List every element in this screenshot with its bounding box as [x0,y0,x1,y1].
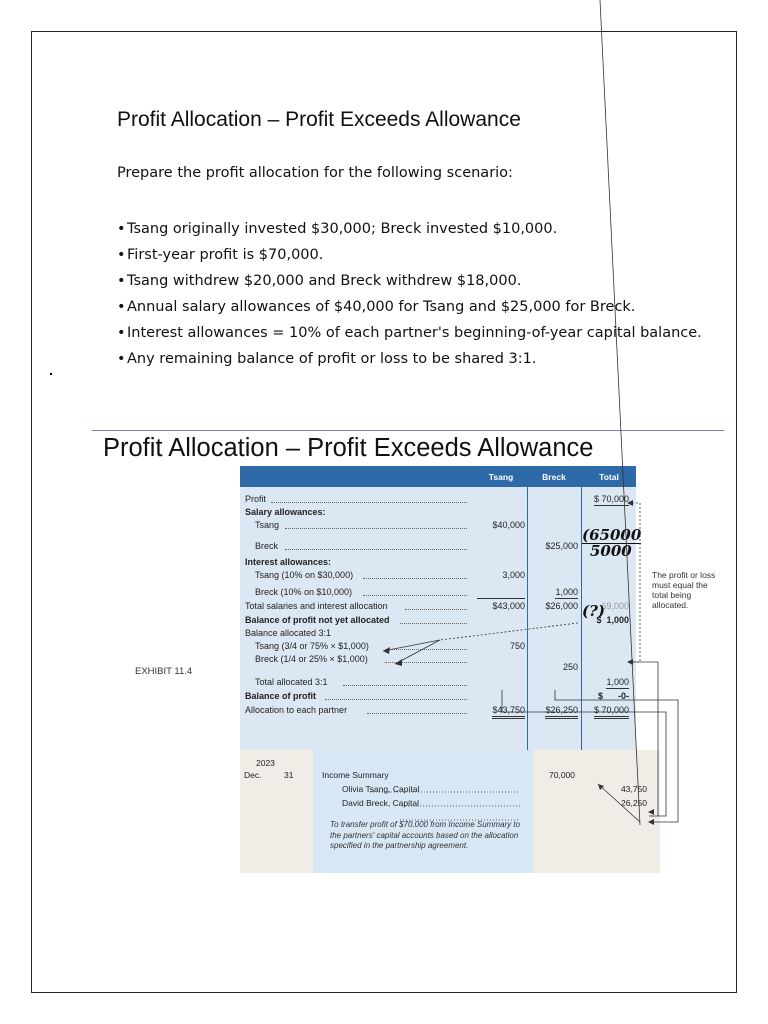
journal-credit-amount: 43,750 [621,784,647,794]
journal-credit-account: David Breck, Capital [342,798,420,808]
connector-line [628,662,658,816]
arrow-head [648,809,654,815]
arrow-to-tsang [383,640,440,651]
journal-debit-account: Income Summary [322,770,389,780]
tsang-value: 750 [509,641,525,651]
arrow-head [383,647,390,654]
diagonal-arrow [600,0,640,825]
breck-value: $25,000 [545,541,578,551]
row-label: Total salaries and interest allocation [245,601,388,611]
arrow-head [627,659,633,665]
total-value: $ -0- [597,691,629,701]
row-label: Total allocated 3:1 [255,677,328,687]
journal-credit-amount: 26,250 [621,798,647,808]
connector-line [502,690,666,816]
tsang-value: $40,000 [492,520,525,530]
row-label: Interest allowances: [245,557,332,567]
row-label: Salary allowances: [245,507,326,517]
slide1-title: Profit Allocation – Profit Exceeds Allowance [117,108,521,131]
handwritten-note-2: (?) [582,602,605,620]
handwritten-denominator: 5000 [590,542,632,560]
breck-value: 250 [562,662,578,672]
arrow-head [395,659,402,666]
diagonal-arrow [598,784,640,822]
journal-year: 2023 [256,758,275,768]
exhibit-label: EXHIBIT 11.4 [135,666,193,677]
bracket-line [628,503,640,662]
journal-debit-amount: 70,000 [549,770,575,780]
arrow-head [627,500,633,506]
total-value: 69,000 [601,601,629,611]
row-label: Balance allocated 3:1 [245,628,332,638]
slide2-title: Profit Allocation – Profit Exceeds Allowance [103,434,594,462]
journal-day: 31 [284,770,294,780]
breck-allocation: $26,250 [545,705,578,719]
row-label: Tsang (10% on $30,000) [255,570,354,580]
tsang-value: 3,000 [502,570,525,580]
row-label: Allocation to each partner [245,705,348,715]
breck-interest: 1,000 [555,587,578,597]
row-label: Tsang (3/4 or 75% × $1,000) [255,641,369,651]
row-label: Breck [255,541,279,551]
handwritten-numerator: (65000 [582,526,642,544]
journal-credit-account: Olivia Tsang, Capital [342,784,420,794]
row-label: Breck (10% on $10,000) [255,587,353,597]
tsang-value: $43,000 [492,601,525,611]
balance-arrow-line [440,623,578,640]
header-tsang: Tsang [488,472,514,482]
header-breck: Breck [542,472,566,482]
side-note: The profit or loss must equal the total being allocated. [652,570,716,610]
bullet-item: • Annual salary allowances of $40,000 for Tsang and $25,000 for Breck. [117,298,717,317]
row-label: Profit [245,494,267,504]
row-label: Tsang [255,520,280,530]
journal-explanation: To transfer profit of $70,000 from Income Summary to the partners' capital accounts based on the allocation specified in the partnership agreement. [330,820,521,850]
row-label: Breck (1/4 or 25% × $1,000) [255,654,368,664]
total-value: $ 1,000 [596,615,629,625]
arrow-head [648,819,654,825]
header-total: Total [599,472,619,482]
bullet-item: • Tsang originally invested $30,000; Breck invested $10,000. [117,220,717,239]
row-label: Balance of profit [245,691,317,701]
bullet-item: • Tsang withdrew $20,000 and Breck withdrew $18,000. [117,272,717,291]
journal-month: Dec. [244,770,262,780]
total-profit: $ 70,000 [593,494,629,504]
total-allocation: $ 70,000 [594,705,629,719]
row-label: Balance of profit not yet allocated [245,615,390,625]
bullet-item: • Interest allowances = 10% of each partner's beginning-of-year capital balance. [117,324,717,343]
total-allocated-31: 1,000 [606,677,629,687]
connector-line [555,690,678,822]
breck-value: $26,000 [545,601,578,611]
bullet-item: • Any remaining balance of profit or loss to be shared 3:1. [117,350,717,369]
bullet-item: • First-year profit is $70,000. [117,246,717,265]
slide1-intro: Prepare the profit allocation for the following scenario: [117,165,513,181]
tsang-allocation: $43,750 [492,705,525,719]
